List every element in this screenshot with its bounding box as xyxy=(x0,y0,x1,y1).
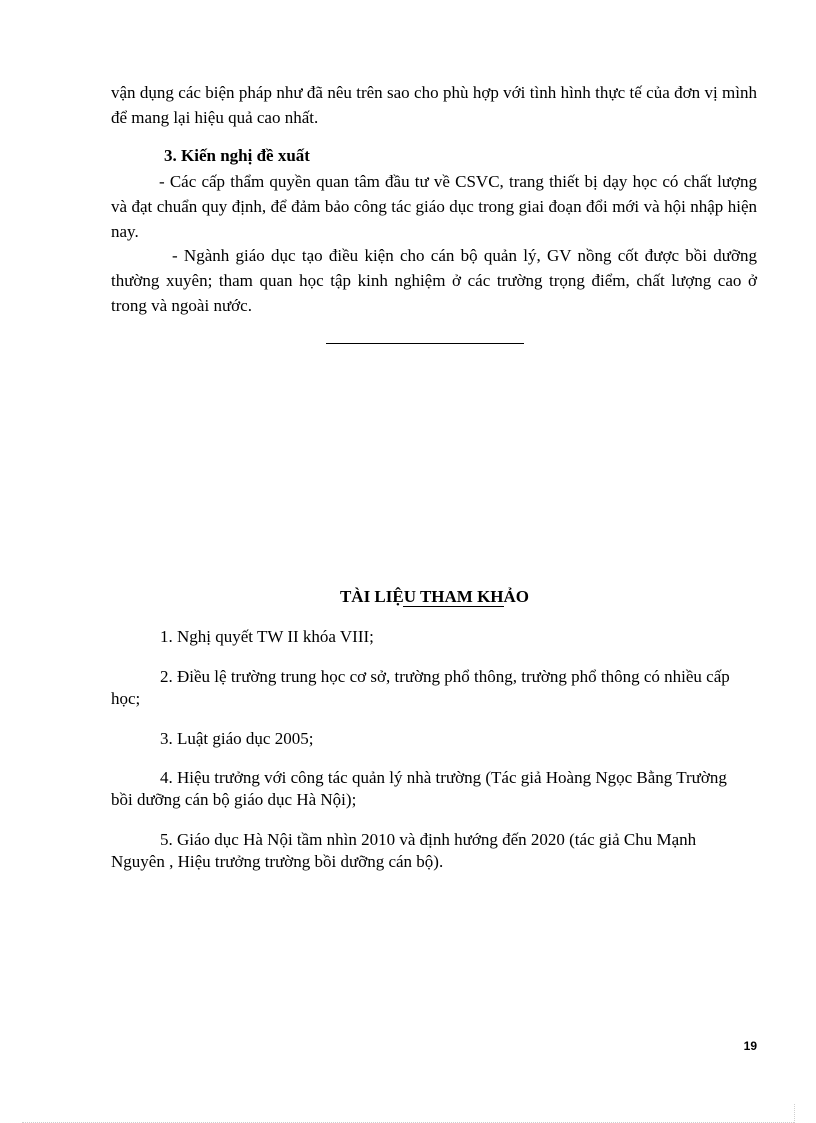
continuation-paragraph: vận dụng các biện pháp như đã nêu trên sao cho phù hợp với tình hình thực tế của đơn vị mình để mang lại hiệu quả cao nhất. xyxy=(111,83,757,127)
recommendation-item: - Các cấp thẩm quyền quan tâm đầu tư về CSVC, trang thiết bị dạy học có chất lượng và đạt chuẩn quy định, để đảm bảo công tác giáo dục trong giai đoạn đổi mới và hội nhập hiện nay. xyxy=(111,172,757,241)
recommendations-heading: 3. Kiến nghị đề xuất xyxy=(164,146,310,165)
page-right-border xyxy=(794,1104,795,1123)
references-title: TÀI LIỆU THAM KHẢO xyxy=(339,587,530,606)
references-title-underline xyxy=(403,606,504,607)
reference-item: 1. Nghị quyết TW II khóa VIII; xyxy=(160,627,374,646)
reference-item: 2. Điều lệ trường trung học cơ sở, trường phổ thông, trường phổ thông có nhiều cấp học; xyxy=(111,667,730,708)
reference-item: 5. Giáo dục Hà Nội tầm nhìn 2010 và định hướng đến 2020 (tác giả Chu Mạnh Nguyên , Hiệu trưởng trường bồi dưỡng cán bộ). xyxy=(111,830,697,871)
recommendation-item: - Ngành giáo dục tạo điều kiện cho cán bộ quản lý, GV nồng cốt được bồi dưỡng thường xuyên; tham quan học tập kinh nghiệm ở các trường trọng điểm, chất lượng cao ở trong và ngoài nước. xyxy=(111,246,757,315)
page-number: 19 xyxy=(743,1039,757,1053)
reference-item: 3. Luật giáo dục 2005; xyxy=(160,729,314,748)
reference-item: 4. Hiệu trưởng với công tác quản lý nhà trường (Tác giả Hoàng Ngọc Bằng Trường bồi dưỡng cán bộ giáo dục Hà Nội); xyxy=(111,768,727,809)
section-divider xyxy=(326,343,524,344)
